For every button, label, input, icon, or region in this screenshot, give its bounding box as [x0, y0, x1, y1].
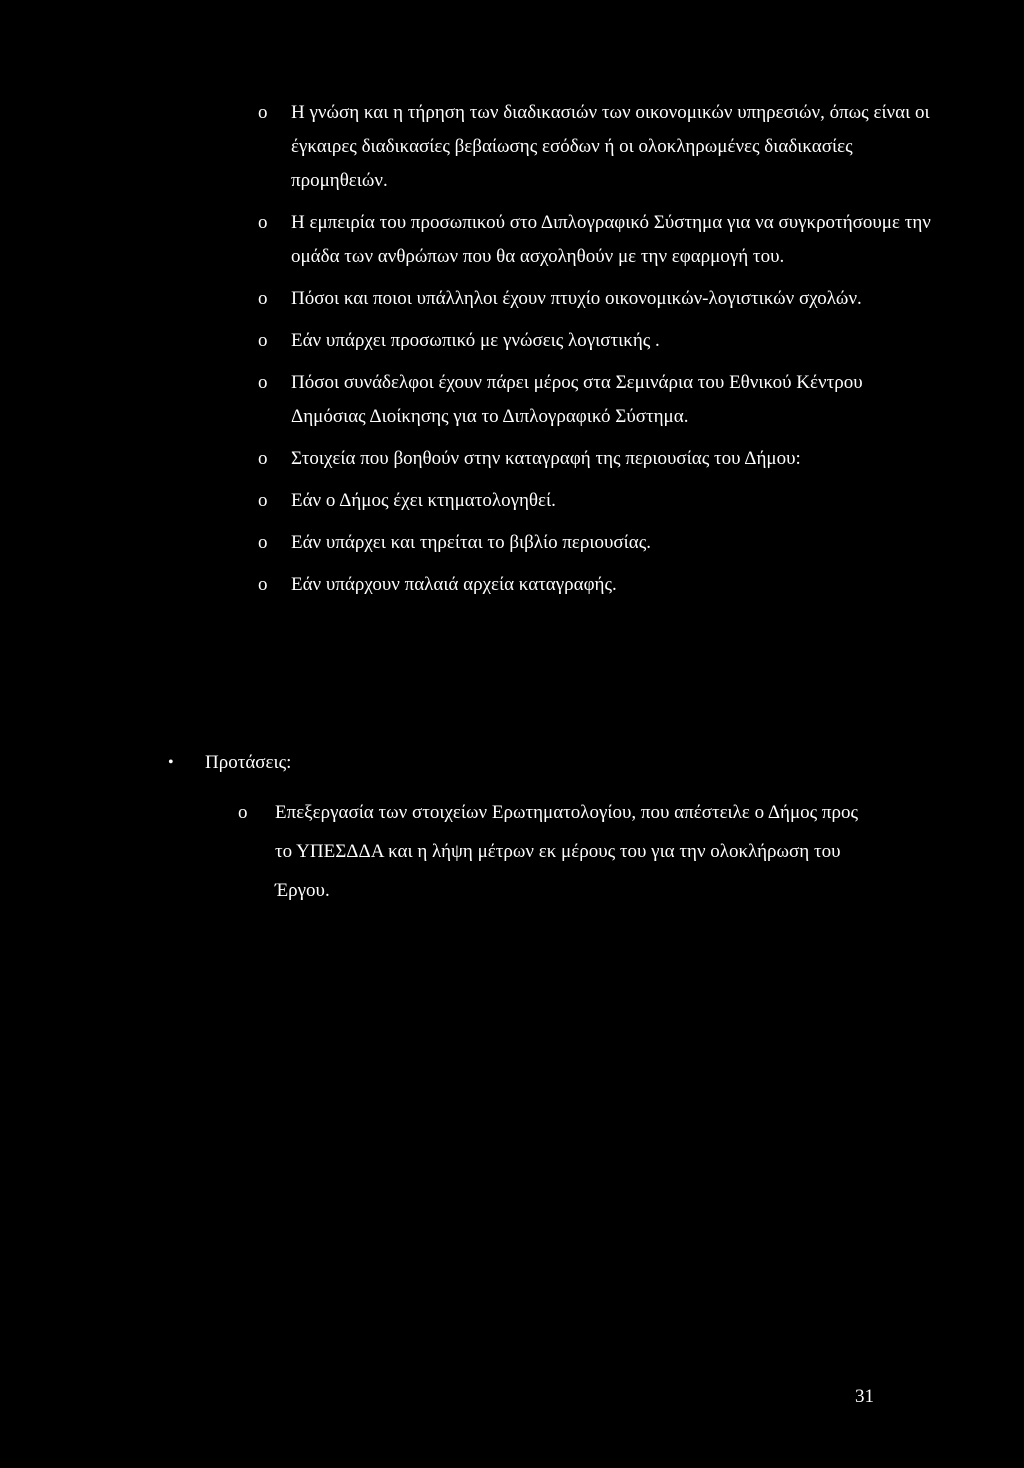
- list-item-text: Εάν υπάρχουν παλαιά αρχεία καταγραφής.: [291, 574, 617, 595]
- list-item-text: Πόσοι και ποιοι υπάλληλοι έχουν πτυχίο οικονομικών-λογιστικών σχολών.: [291, 288, 862, 309]
- list-item-text: Εάν ο Δήμος έχει κτηματολογηθεί.: [291, 490, 556, 511]
- list-item: [258, 366, 938, 434]
- proposals-list: [238, 793, 878, 910]
- list-item: [258, 526, 938, 560]
- hollow-bullet-icon: o: [258, 490, 268, 511]
- filled-bullet-icon: •: [168, 754, 174, 771]
- list-item: [258, 324, 938, 358]
- list-item-text: Πόσοι συνάδελφοι έχουν πάρει μέρος στα Σεμινάρια του Εθνικού Κέντρου Δημόσιας Διοίκησης για το Διπλογραφικό Σύστημα.: [291, 372, 863, 427]
- hollow-bullet-icon: o: [238, 802, 248, 823]
- hollow-bullet-icon: o: [258, 532, 268, 553]
- list-item: [258, 96, 938, 198]
- hollow-bullet-icon: o: [258, 448, 268, 469]
- list-item-text: Η γνώση και η τήρηση των διαδικασιών των οικονομικών υπηρεσιών, όπως είναι οι έγκαιρες διαδικασίες βεβαίωσης εσόδων ή οι ολοκληρωμένες διαδικασίες προμηθειών.: [291, 102, 930, 191]
- list-item-text: Επεξεργασία των στοιχείων Ερωτηματολογίου, που απέστειλε ο Δήμος προς το ΥΠΕΣΔΔΑ και η λήψη μέτρων εκ μέρους του για την ολοκλήρωση του Έργου.: [275, 802, 859, 901]
- section-heading: Προτάσεις:: [205, 752, 292, 773]
- page-number: 31: [855, 1386, 874, 1407]
- hollow-bullet-icon: o: [258, 288, 268, 309]
- list-item: [258, 568, 938, 602]
- list-item-text: Εάν υπάρχει προσωπικό με γνώσεις λογιστικής .: [291, 330, 660, 351]
- list-item: [258, 206, 938, 274]
- list-item: [238, 793, 878, 910]
- list-item-text: Στοιχεία που βοηθούν στην καταγραφή της περιουσίας του Δήμου:: [291, 448, 801, 469]
- hollow-bullet-icon: o: [258, 212, 268, 233]
- list-item: [258, 442, 938, 476]
- hollow-bullet-icon: o: [258, 574, 268, 595]
- list-item: [258, 484, 938, 518]
- list-item: [258, 282, 938, 316]
- hollow-bullet-icon: o: [258, 330, 268, 351]
- hollow-bullet-icon: o: [258, 372, 268, 393]
- list-item-text: Εάν υπάρχει και τηρείται το βιβλίο περιουσίας.: [291, 532, 651, 553]
- list-item-text: Η εμπειρία του προσωπικού στο Διπλογραφικό Σύστημα για να συγκροτήσουμε την ομάδα των ανθρώπων που θα ασχοληθούν με την εφαρμογή του.: [291, 212, 931, 267]
- hollow-bullet-icon: o: [258, 102, 268, 123]
- sub-bullet-list: [258, 96, 938, 602]
